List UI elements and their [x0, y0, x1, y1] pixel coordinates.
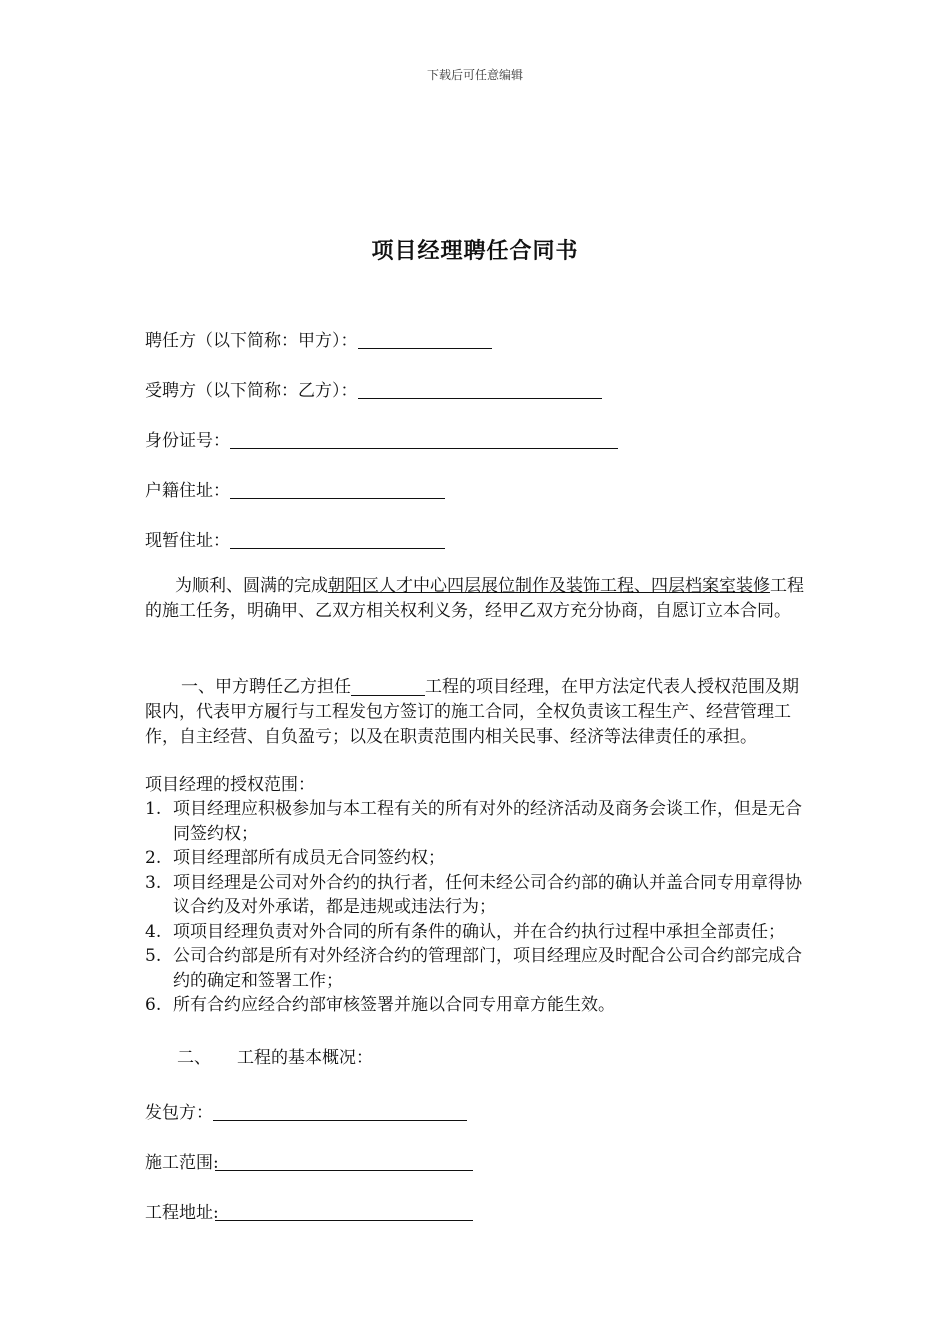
list-text: 项项目经理负责对外合同的所有条件的确认，并在合约执行过程中承担全部责任； [173, 921, 785, 942]
list-number: 1. [145, 799, 162, 819]
list-text: 所有合约应经合约部审核签署并施以合同专用章方能生效。 [173, 995, 615, 1015]
project-address-field [145, 1198, 473, 1223]
current-address-label: 现暂住址： [145, 531, 230, 551]
section-2-text: 工程的基本概况： [237, 1048, 373, 1068]
list-text: 项目经理是公司对外合约的执行者，任何未经公司合约部的确认并盖合同专用章得协议合约及对外承诺，都是违规或违法行为； [173, 872, 802, 917]
household-address-label: 户籍住址： [145, 481, 230, 501]
id-number-blank[interactable] [230, 430, 618, 449]
list-item [145, 944, 807, 993]
list-item [145, 993, 807, 1018]
intro-paragraph [145, 574, 807, 624]
employer-blank[interactable] [358, 330, 492, 349]
scope-list [145, 797, 807, 1018]
current-address-field [145, 526, 445, 551]
section-1-text-pre: 一、甲方聘任乙方担任 [181, 677, 351, 697]
employee-field [145, 376, 602, 401]
scope-heading: 项目经理的授权范围： [145, 775, 315, 795]
project-address-label: 工程地址: [145, 1203, 219, 1223]
employer-field [145, 326, 492, 351]
list-item [145, 871, 807, 920]
list-number: 3. [145, 872, 162, 893]
list-number: 2. [145, 848, 162, 868]
section-2-heading [145, 1046, 807, 1071]
construction-scope-field [145, 1148, 473, 1173]
household-address-blank[interactable] [230, 480, 445, 499]
list-text: 项目经理部所有成员无合同签约权； [173, 848, 445, 868]
list-number: 4. [145, 921, 162, 942]
contractor-label: 发包方： [145, 1103, 213, 1123]
list-text: 公司合约部是所有对外经济合约的管理部门，项目经理应及时配合公司合约部完成合约的确定和签署工作； [173, 946, 802, 991]
section-1-paragraph [145, 675, 807, 750]
list-text: 项目经理应积极参加与本工程有关的所有对外的经济活动及商务会谈工作，但是无合同签约权； [173, 799, 802, 844]
employee-blank[interactable] [358, 380, 602, 399]
intro-text-pre: 为顺利、圆满的完成 [175, 576, 328, 596]
project-name: 朝阳区人才中心四层展位制作及装饰工程、四层档案室装修 [328, 576, 770, 596]
employer-label: 聘任方（以下简称：甲方）： [145, 331, 358, 351]
list-item [145, 797, 807, 846]
id-number-field [145, 426, 618, 451]
id-number-label: 身份证号： [145, 431, 230, 451]
section-2-number: 二、 [177, 1048, 211, 1068]
page-header: 下载后可任意编辑 [426, 68, 523, 82]
contractor-field [145, 1098, 467, 1123]
section-1-text-post: 工程的项目经理，在甲方法定代表人授权范围及期限内，代表甲方履行与工程发包方签订的施工合同，全权负责该工程生产、经营管理工作，自主经营、自负盈亏；以及在职责范围内相关民事、经济等法律责任的承担。 [145, 677, 799, 747]
current-address-blank[interactable] [230, 530, 445, 549]
household-address-field [145, 476, 445, 501]
document-title: 项目经理聘任合同书 [371, 238, 579, 264]
list-number: 5. [145, 946, 162, 966]
construction-scope-blank[interactable] [215, 1152, 473, 1171]
employee-label: 受聘方（以下简称：乙方）： [145, 381, 358, 401]
construction-scope-label: 施工范围: [145, 1153, 219, 1173]
list-number: 6. [145, 995, 162, 1015]
project-blank[interactable] [351, 678, 425, 696]
contractor-blank[interactable] [213, 1102, 467, 1121]
intro-text-post: 工程的施工任务，明确甲、乙双方相关权利义务，经甲乙双方充分协商，自愿订立本合同。 [145, 576, 804, 621]
list-item [145, 846, 807, 871]
list-item [145, 920, 807, 945]
project-address-blank[interactable] [215, 1202, 473, 1221]
